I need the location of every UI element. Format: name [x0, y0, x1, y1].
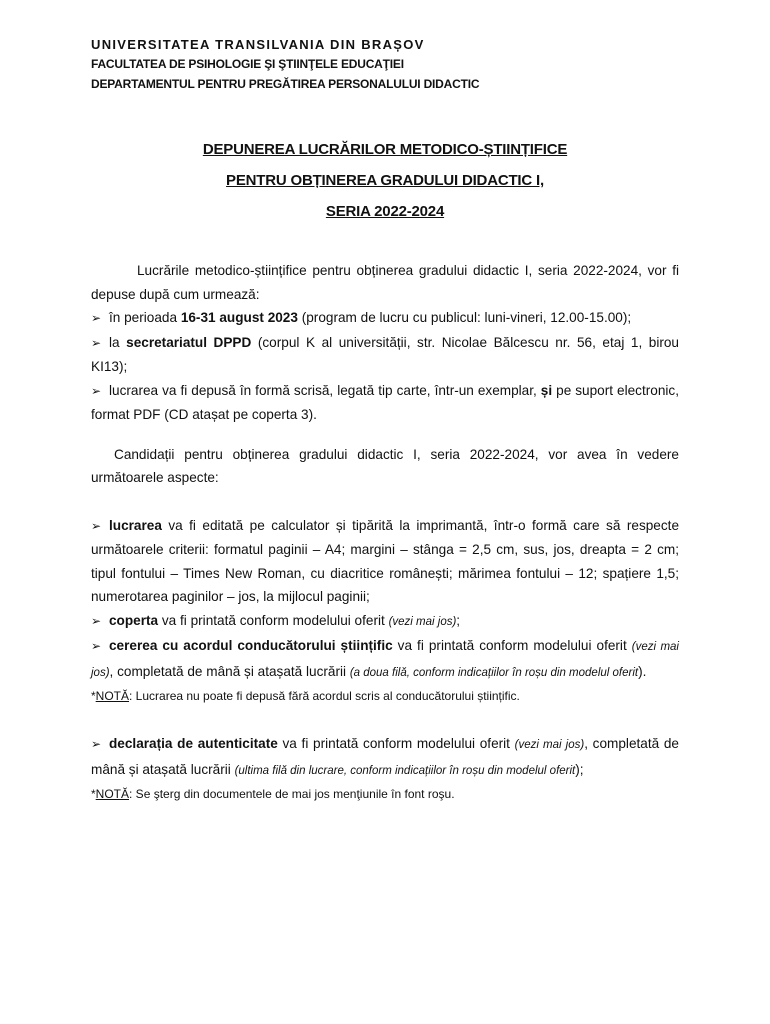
requirement-item-thesis: ➢ lucrarea va fi editată pe calculator și tipărită la imprimantă, într-o formă care să respecte următoarele criterii: formatul paginii – A4; margini – stânga = 2,5 cm, sus, jos, dreapta = 2 cm; tipul fontului – Times New Roman, cu diacritice românești; mărimea fontului – 12; spațiere 1,5; numerotarea paginilor – jos, la mijlocul paginii;	[91, 514, 679, 609]
submission-place: secretariatul DPPD	[126, 334, 252, 350]
department-name: DEPARTAMENTUL PENTRU PREGĂTIREA PERSONALULUI DIDACTIC	[91, 77, 480, 91]
faculty-name: FACULTATEA DE PSIHOLOGIE ŞI ŞTIINŢELE EDUCAŢIEI	[91, 57, 404, 71]
note-label: NOTĂ	[95, 689, 130, 703]
arrow-bullet-icon: ➢	[91, 383, 102, 398]
note-label: NOTĂ	[95, 787, 130, 801]
arrow-bullet-icon: ➢	[91, 737, 102, 751]
submission-period: 16-31 august 2023	[180, 310, 298, 325]
submission-item-place: ➢ la secretariatul DPPD (corpul K al universității, str. Nicolae Bălcescu nr. 56, etaj 1, birou KI13);	[91, 331, 679, 379]
note-red-font: *NOTĂ: Se şterg din documentele de mai jos menţiunile în font roşu.	[91, 787, 455, 801]
document-page	[91, 36, 679, 805]
arrow-bullet-icon: ➢	[91, 639, 102, 653]
requirement-item-request: ➢ cererea cu acordul conducătorului științific va fi printată conform modelului oferit (vezi mai jos), completată de mână și atașată lucrării (a doua filă, conform indicațiilor în roșu din modelul oferit).	[91, 634, 679, 685]
arrow-bullet-icon: ➢	[91, 311, 102, 325]
candidates-paragraph: Candidații pentru obținerea gradului didactic I, seria 2022-2024, vor avea în vedere următoarele aspecte:	[91, 446, 679, 485]
title-line-1: DEPUNEREA LUCRĂRILOR METODICO-ȘTIINȚIFICE	[202, 141, 568, 158]
intro-paragraph: Lucrările metodico-științifice pentru obținerea gradului didactic I, seria 2022-2024, vor fi depuse după cum urmează:	[91, 263, 679, 302]
note-advisor-agreement: *NOTĂ: Lucrarea nu poate fi depusă fără acordul scris al conducătorului științific.	[91, 689, 520, 703]
arrow-bullet-icon: ➢	[91, 613, 102, 628]
title-line-2: PENTRU OBȚINEREA GRADULUI DIDACTIC I,	[226, 172, 544, 189]
university-name: UNIVERSITATEA TRANSILVANIA DIN BRAȘOV	[91, 37, 425, 52]
submission-item-period: ➢ în perioada 16-31 august 2023 (program de lucru cu publicul: luni-vineri, 12.00-15.00);	[91, 306, 679, 331]
requirement-item-declaration: ➢ declarația de autenticitate va fi printată conform modelului oferit (vezi mai jos), completată de mână și atașată lucrării (ultima filă din lucrare, conform indicațiilor în roșu din modelul oferit);	[91, 732, 679, 783]
submission-item-format: ➢ lucrarea va fi depusă în formă scrisă, legată tip carte, într-un exemplar, și pe suport electronic, format PDF (CD atașat pe coperta 3).	[91, 379, 679, 427]
arrow-bullet-icon: ➢	[91, 518, 102, 533]
arrow-bullet-icon: ➢	[91, 335, 102, 350]
document-title	[91, 134, 679, 227]
requirement-item-cover: ➢ coperta va fi printată conform modelului oferit (vezi mai jos);	[91, 609, 679, 635]
title-line-3: SERIA 2022-2024	[325, 203, 445, 220]
